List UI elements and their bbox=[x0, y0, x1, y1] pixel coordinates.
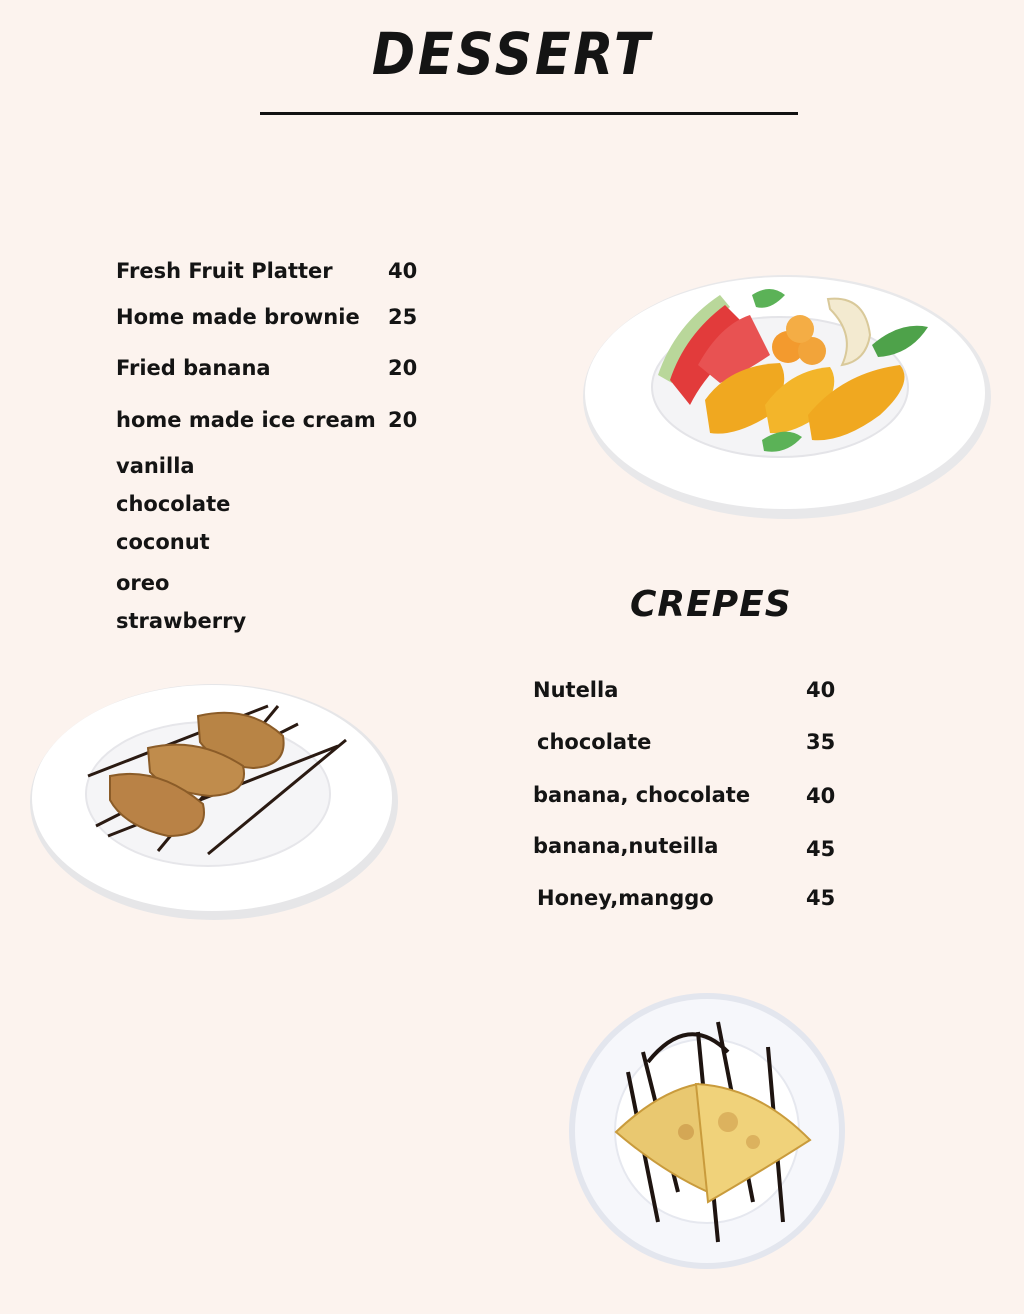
fried-banana-photo bbox=[28, 676, 402, 926]
dessert-item-price: 20 bbox=[388, 408, 418, 432]
crepes-heading: CREPES bbox=[630, 584, 792, 625]
dessert-item-name: Fried banana bbox=[116, 356, 271, 380]
flavor-item: chocolate bbox=[116, 492, 231, 516]
fruit-platter-photo bbox=[580, 265, 995, 525]
crepe-item-name: Honey,manggo bbox=[537, 886, 714, 910]
crepe-item-name: chocolate bbox=[537, 730, 652, 754]
crepe-item-price: 45 bbox=[806, 886, 836, 910]
dessert-item-name: home made ice cream bbox=[116, 408, 376, 432]
crepe-item-price: 40 bbox=[806, 678, 836, 702]
dessert-item-price: 20 bbox=[388, 356, 418, 380]
dessert-item-price: 25 bbox=[388, 305, 418, 329]
crepe-item-name: banana,nuteilla bbox=[533, 834, 719, 858]
crepe-item-name: banana, chocolate bbox=[533, 783, 751, 807]
flavor-item: vanilla bbox=[116, 454, 195, 478]
crepe-item-name: Nutella bbox=[533, 678, 619, 702]
page-title: DESSERT bbox=[371, 20, 653, 88]
flavor-item: strawberry bbox=[116, 609, 247, 633]
dessert-item-name: Fresh Fruit Platter bbox=[116, 259, 333, 283]
crepe-item-price: 35 bbox=[806, 730, 836, 754]
dessert-item-name: Home made brownie bbox=[116, 305, 360, 329]
title-divider bbox=[260, 112, 798, 115]
dessert-item-price: 40 bbox=[388, 259, 418, 283]
crepe-item-price: 40 bbox=[806, 784, 836, 808]
crepe-photo bbox=[568, 992, 848, 1272]
flavor-item: coconut bbox=[116, 530, 210, 554]
crepe-item-price: 45 bbox=[806, 837, 836, 861]
flavor-item: oreo bbox=[116, 571, 170, 595]
